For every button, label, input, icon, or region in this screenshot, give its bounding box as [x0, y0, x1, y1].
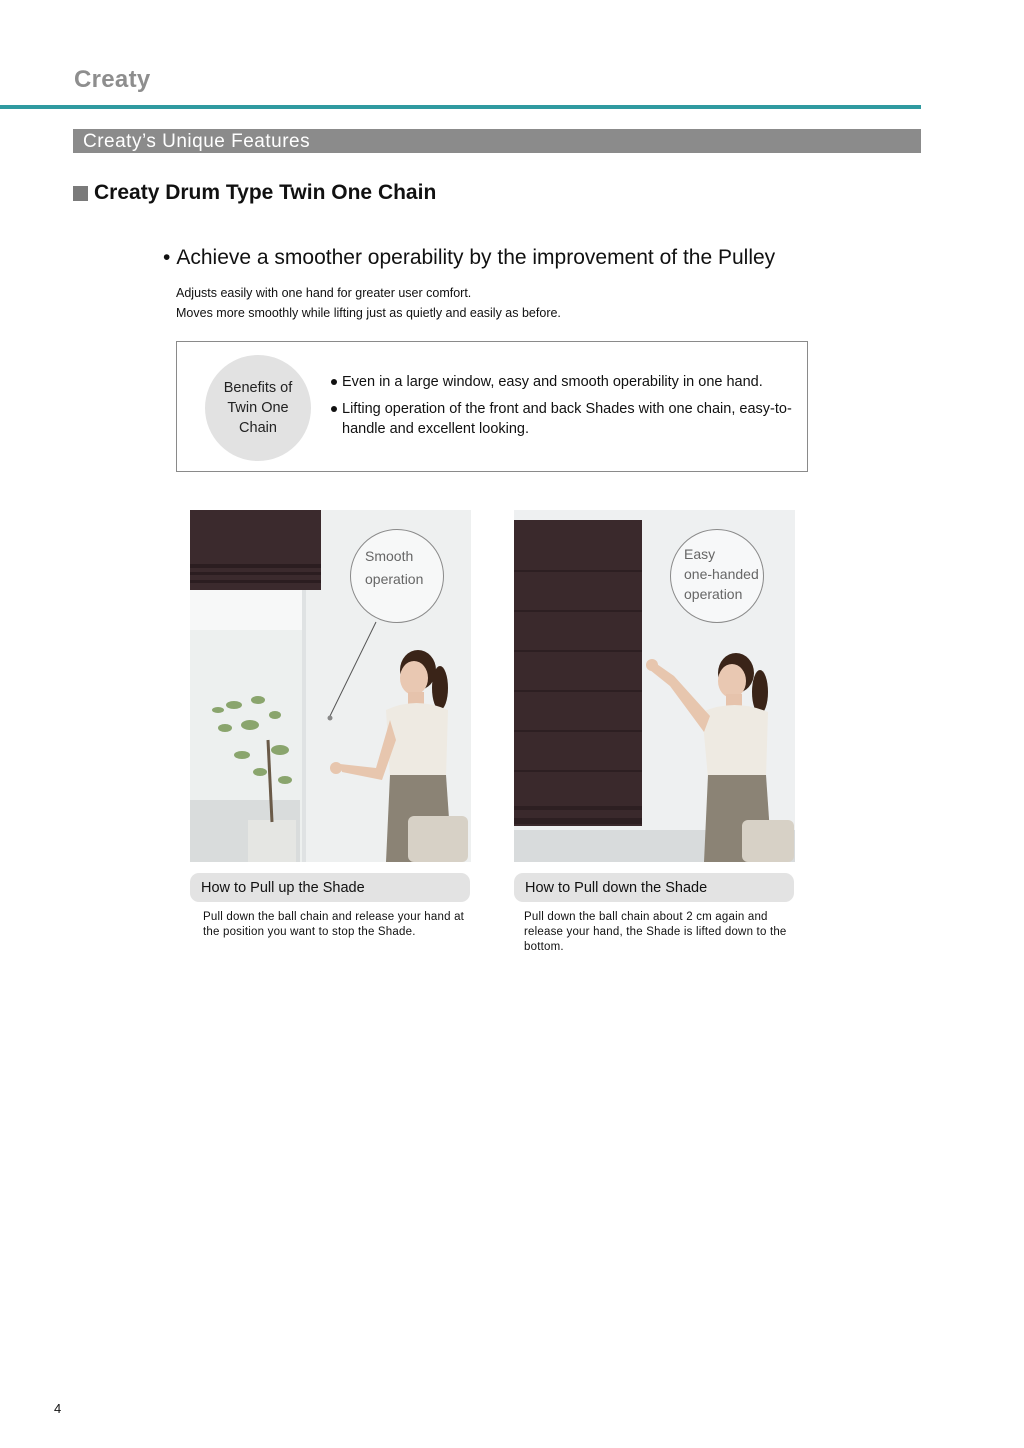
intro-line-2: Moves more smoothly while lifting just as quietly and easily as before. — [176, 306, 561, 320]
benefit-item: Even in a large window, easy and smooth operability in one hand. — [330, 372, 812, 392]
benefits-circle-label: Benefits of Twin One Chain — [223, 380, 293, 436]
subhead-text: Achieve a smoother operability by the improvement of the Pulley — [176, 246, 776, 269]
description-pull-down: Pull down the ball chain about 2 cm again and release your hand, the Shade is lifted down to the bottom. — [524, 911, 787, 953]
benefits-circle — [205, 355, 311, 461]
callout-smooth-operation — [350, 529, 444, 623]
subhead-bullet: • — [163, 246, 171, 269]
benefit-item: Lifting operation of the front and back Shades with one chain, easy-to-handle and excellent looking. — [330, 399, 812, 439]
feature-subhead — [163, 246, 775, 270]
product-heading-text: Creaty Drum Type Twin One Chain — [94, 181, 437, 204]
callout-line: operation — [684, 586, 743, 602]
benefits-box — [176, 341, 808, 472]
caption-pull-down: How to Pull down the Shade — [514, 873, 794, 902]
caption-pull-up: How to Pull up the Shade — [190, 873, 470, 902]
product-heading — [73, 181, 436, 205]
section-title: Creaty’s Unique Features — [83, 131, 311, 152]
description-pull-up: Pull down the ball chain and release your hand at the position you want to stop the Shade. — [203, 911, 465, 938]
brand-title: Creaty — [74, 66, 151, 93]
photo-pull-up — [190, 510, 471, 862]
section-band — [73, 129, 921, 153]
intro-line-1: Adjusts easily with one hand for greater user comfort. — [176, 286, 472, 300]
callout-line: operation — [365, 571, 424, 587]
page-number: 4 — [54, 1401, 62, 1416]
benefits-list — [330, 372, 812, 446]
callout-line: one-handed — [684, 566, 759, 582]
callout-easy-one-handed — [670, 529, 764, 623]
photo-pull-down — [514, 510, 795, 862]
square-bullet-icon — [73, 186, 88, 201]
callout-line: Smooth — [365, 548, 414, 564]
header-rule — [0, 105, 921, 109]
intro-text — [176, 283, 561, 323]
callout-line: Easy — [684, 546, 716, 562]
